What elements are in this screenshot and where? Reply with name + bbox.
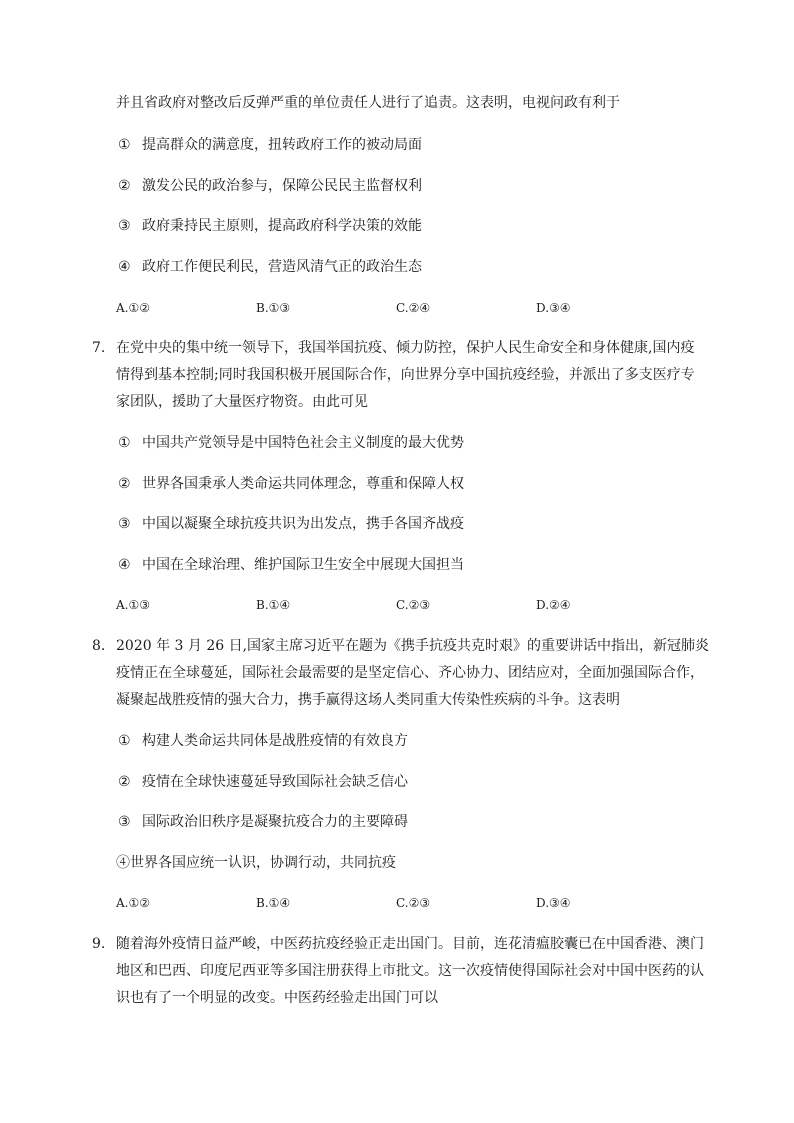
option-mark: ④ [118,557,131,573]
q8-stem-line-1: 2020 年 3 月 26 日,国家主席习近平在题为《携手抗疫共克时艰》的重要讲话中指出，新冠肺炎 [116,638,710,654]
choice-a[interactable]: A.①② [116,301,150,315]
q6-option-1 [118,135,422,155]
choice-c[interactable]: C.②③ [396,598,431,612]
option-text: 提高群众的满意度，扭转政府工作的被动局面 [142,137,422,153]
q7-stem-line-3: 家团队，援助了大量医疗物资。由此可见 [116,394,368,410]
q9-stem-line-3: 识也有了一个明显的改变。中医药经验走出国门可以 [116,990,438,1006]
choice-d[interactable]: D.②④ [536,598,571,612]
option-text: 世界各国秉承人类命运共同体理念，尊重和保障人权 [142,476,464,492]
choice-b[interactable]: B.①④ [256,896,291,910]
option-text: 政府秉持民主原则，提高政府科学决策的效能 [142,218,422,234]
option-mark: ③ [118,516,131,532]
option-mark: ③ [118,814,131,830]
q7-number: 7. [92,340,106,356]
q7-option-2 [118,474,464,494]
q6-option-2 [118,176,422,196]
q8-stem-line-3: 凝聚起战胜疫情的强大合力，携手赢得这场人类同重大传染性疾病的斗争。这表明 [116,692,620,708]
option-text: 疫情在全球快速蔓延导致国际社会缺乏信心 [142,774,408,790]
q7-stem-line-1: 在党中央的集中统一领导下，我国举国抗疫、倾力防控，保护人民生命安全和身体健康,国内疫 [116,340,695,356]
option-mark: ① [118,733,131,749]
option-text: 构建人类命运共同体是战胜疫情的有效良方 [142,733,408,749]
q6-stem-tail: 并且省政府对整改后反弹严重的单位责任人进行了追责。这表明，电视问政有利于 [116,95,620,111]
option-text: 政府工作便民利民，营造风清气正的政治生态 [142,259,422,275]
q9-stem-line-1: 随着海外疫情日益严峻，中医药抗疫经验正走出国门。目前，连花清瘟胶囊已在中国香港、澳门 [116,936,704,952]
q8-option-2 [118,772,408,792]
choice-c[interactable]: C.②④ [396,301,431,315]
option-text: 中国以凝聚全球抗疫共识为出发点，携手各国齐战疫 [142,516,464,532]
q7-stem-line-2: 情得到基本控制;同时我国积极开展国际合作，向世界分享中国抗疫经验，并派出了多支医疗专 [116,367,695,383]
q9-number: 9. [92,936,106,952]
option-mark: ① [118,435,131,451]
q7-option-3 [118,514,464,534]
option-text: 国际政治旧秩序是凝聚抗疫合力的主要障碍 [142,814,408,830]
q8-number: 8. [92,638,106,654]
choice-a[interactable]: A.①② [116,896,150,910]
choice-b[interactable]: B.①③ [256,301,291,315]
q8-option-1 [118,731,408,751]
choice-d[interactable]: D.③④ [536,896,571,910]
q7-option-1 [118,433,464,453]
q6-option-4 [118,257,422,277]
option-text: 中国在全球治理、维护国际卫生安全中展现大国担当 [142,557,464,573]
option-text: 中国共产党领导是中国特色社会主义制度的最大优势 [142,435,464,451]
q8-stem-line-2: 疫情正在全球蔓延，国际社会最需要的是坚定信心、齐心协力、团结应对，全面加强国际合作， [116,665,704,681]
choice-b[interactable]: B.①④ [256,598,291,612]
q7-option-4 [118,555,464,575]
choice-a[interactable]: A.①③ [116,598,150,612]
choice-d[interactable]: D.③④ [536,301,571,315]
choice-c[interactable]: C.②③ [396,896,431,910]
q8-option-3 [118,812,408,832]
q8-option-4: ④世界各国应统一认识，协调行动，共同抗疫 [116,855,396,871]
option-mark: ③ [118,218,131,234]
option-mark: ④ [118,259,131,275]
option-text: 激发公民的政治参与，保障公民民主监督权利 [142,178,422,194]
option-mark: ② [118,774,131,790]
option-mark: ① [118,137,131,153]
q9-stem-line-2: 地区和巴西、印度尼西亚等多国注册获得上市批文。这一次疫情使得国际社会对中国中医药的认 [116,963,704,979]
option-mark: ② [118,476,131,492]
q6-option-3 [118,216,422,236]
option-mark: ② [118,178,131,194]
